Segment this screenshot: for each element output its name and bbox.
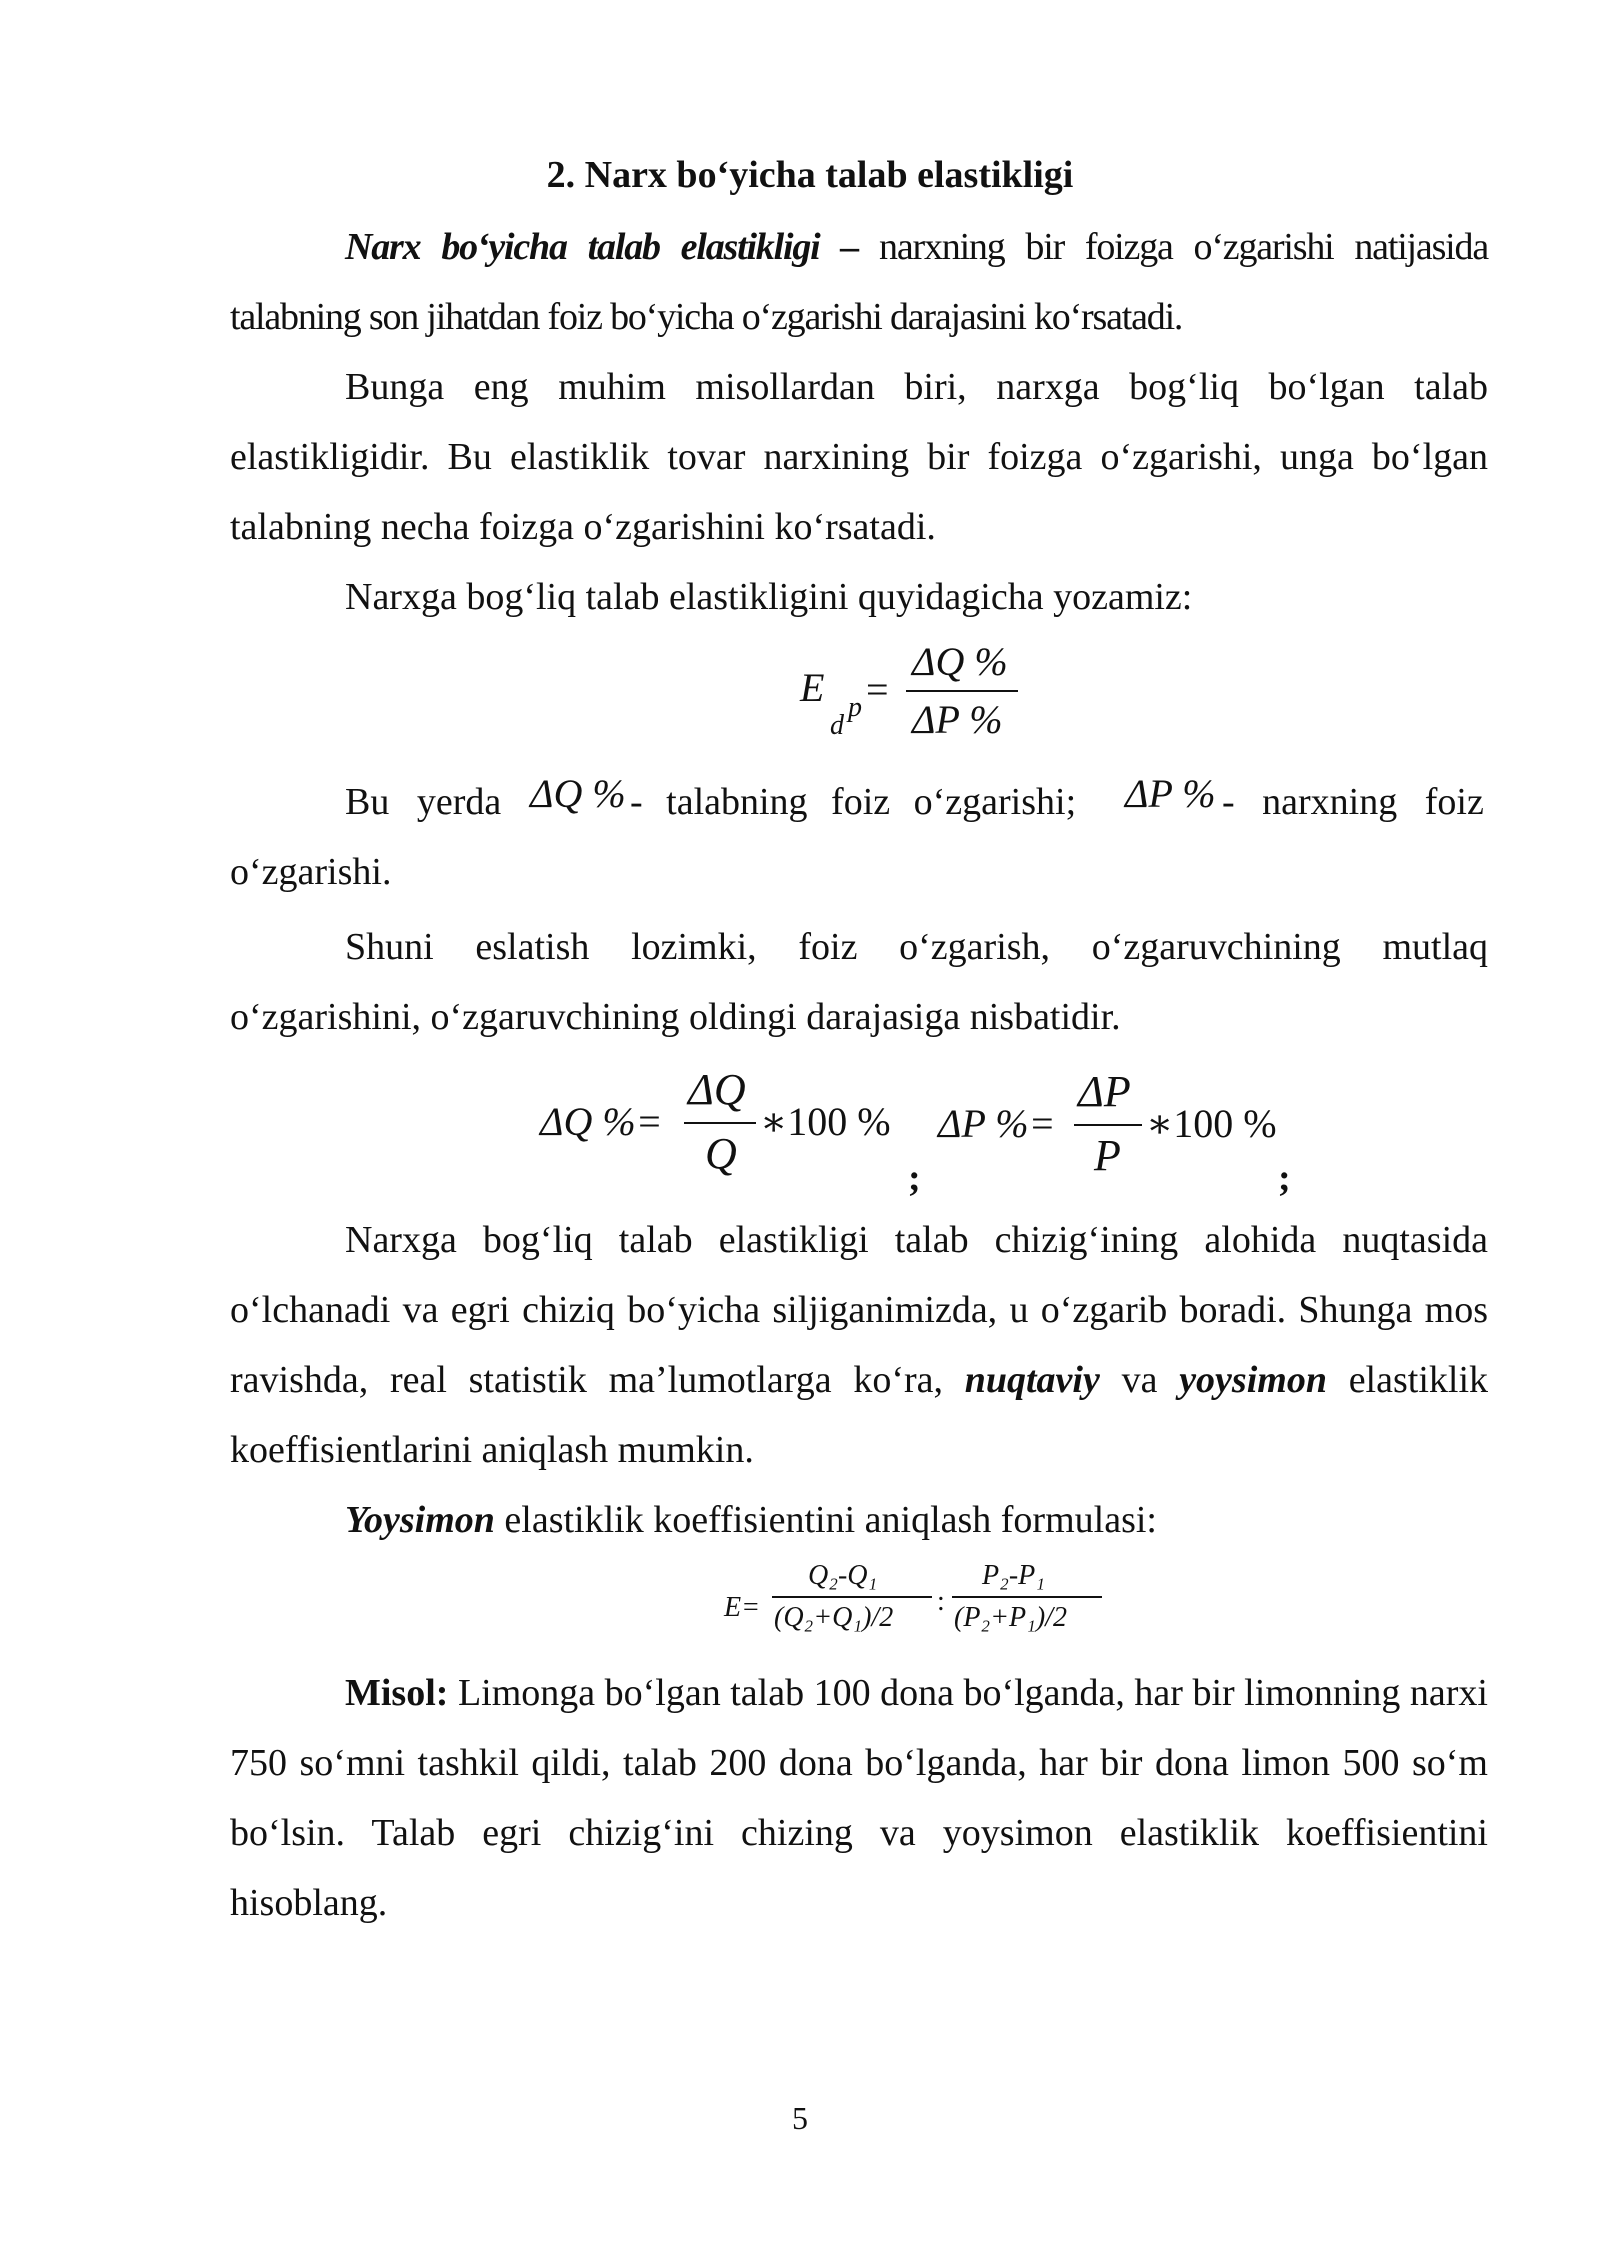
definition-text: narxning bir foizga o‘zgarishi natijasida talabning son jihatdan foiz bo‘yicha o‘zgarishi darajasini ko‘rsatadi. <box>230 226 1488 338</box>
formula2-left-numerator: ΔQ <box>688 1065 746 1114</box>
definition-term: Narx bo‘yicha talab elastikligi – <box>345 226 859 268</box>
formula2-left-denominator: Q <box>705 1129 737 1178</box>
point-arc-text-after: elastiklik koeffisientlarini aniqlash mumkin. <box>230 1359 1489 1471</box>
formula2-left-semicolon: ; <box>908 1157 921 1199</box>
term-nuqtaviy: nuqtaviy <box>964 1359 1100 1401</box>
formula1-equals: = <box>866 667 889 712</box>
formula3-denominator2: (P₂+P₁)/2 <box>954 1602 1067 1633</box>
symbols-line2: o‘zgarishi. <box>230 851 392 893</box>
formula1-fraction-bar <box>906 690 1018 692</box>
formula2-left-lhs: ΔQ %= <box>540 1099 663 1144</box>
symbols-part2: - narxning foiz <box>1222 781 1484 823</box>
point-arc-text-before: Narxga bog‘liq talab elastikligi talab chizig‘ining alohida nuqtasida o‘lchanadi va egri chiziq bo‘yicha siljiganimizda, u o‘zgarib boradi. Shunga mos ravishda, real statistik ma’lumotlarga ko‘ra, <box>230 1219 1488 1401</box>
symbol-dq: ΔQ % <box>530 771 626 816</box>
example-paragraph: Bunga eng muhim misollardan biri, narxga bog‘liq bo‘lgan talab elastikligidir. Bu elastiklik tovar narxining bir foizga o‘zgarishi, unga bo‘lgan talabning necha foizga o‘zgarishini ko‘rsatadi. <box>230 366 1488 548</box>
formula3-numerator2: P₂-P₁ <box>982 1560 1045 1591</box>
example-label: Misol: <box>345 1672 449 1714</box>
symbol-dp: ΔP % <box>1125 771 1216 816</box>
formula1-denominator: ΔP % <box>912 697 1003 742</box>
formula2-right-rhs: ∗100 % <box>1146 1101 1277 1146</box>
percent-change-paragraph: Shuni eslatish lozimki, foiz o‘zgarish, o‘zgaruvchining mutlaq o‘zgarishini, o‘zgaruvchining oldingi darajasiga nisbatidir. <box>230 926 1488 1038</box>
example-problem-paragraph <box>230 1658 1488 1938</box>
formula2-right-lhs: ΔP %= <box>938 1101 1056 1146</box>
example-problem-text: Limonga bo‘lgan talab 100 dona bo‘lganda, har bir limonning narxi 750 so‘mni tashkil qildi, talab 200 dona bo‘lganda, har bir dona limon 500 so‘m bo‘lsin. Talab egri chizig‘ini chizing va yoysimon elastiklik koeffisientini hisoblang. <box>230 1672 1488 1924</box>
formula2-left-fraction-bar <box>684 1122 756 1124</box>
formula3-denominator1: (Q₂+Q₁)/2 <box>774 1602 894 1633</box>
symbols-part1: - talabning foiz o‘zgarishi; <box>630 781 1077 823</box>
point-arc-text-mid: va <box>1099 1359 1180 1401</box>
formula3-fraction-bar1 <box>772 1596 932 1598</box>
formula1-numerator: ΔQ % <box>912 639 1008 684</box>
formula3-fraction-bar2 <box>952 1596 1102 1598</box>
formula1-sup: p <box>848 692 862 723</box>
page-number: 5 <box>792 2100 808 2136</box>
formula2-left-rhs: ∗100 % <box>760 1099 891 1144</box>
arc-term: Yoysimon <box>345 1499 495 1541</box>
formula2-right-numerator: ΔP <box>1078 1067 1131 1116</box>
formula2-right-fraction-bar <box>1074 1124 1142 1126</box>
definition-paragraph <box>230 212 1488 352</box>
term-yoysimon: yoysimon <box>1179 1359 1327 1401</box>
formula3-numerator1: Q₂-Q₁ <box>808 1560 878 1591</box>
formula3-lhs: E= <box>724 1592 760 1623</box>
section-heading: 2. Narx bo‘yicha talab elastikligi <box>546 154 1074 196</box>
formula1-lhs: E <box>800 665 825 710</box>
formula2-right-semicolon: ; <box>1278 1157 1291 1199</box>
formula-intro-paragraph: Narxga bog‘liq talab elastikligini quyidagicha yozamiz: <box>345 576 1193 618</box>
formula2-right-denominator: P <box>1094 1131 1121 1180</box>
arc-intro-text: elastiklik koeffisientini aniqlash formulasi: <box>494 1499 1157 1541</box>
formula3-colon: : <box>937 1586 945 1617</box>
arc-formula-intro <box>230 1485 1488 1555</box>
point-arc-paragraph <box>230 1205 1488 1485</box>
formula1-sub: d <box>830 710 844 741</box>
symbols-lead: Bu yerda <box>345 781 502 823</box>
